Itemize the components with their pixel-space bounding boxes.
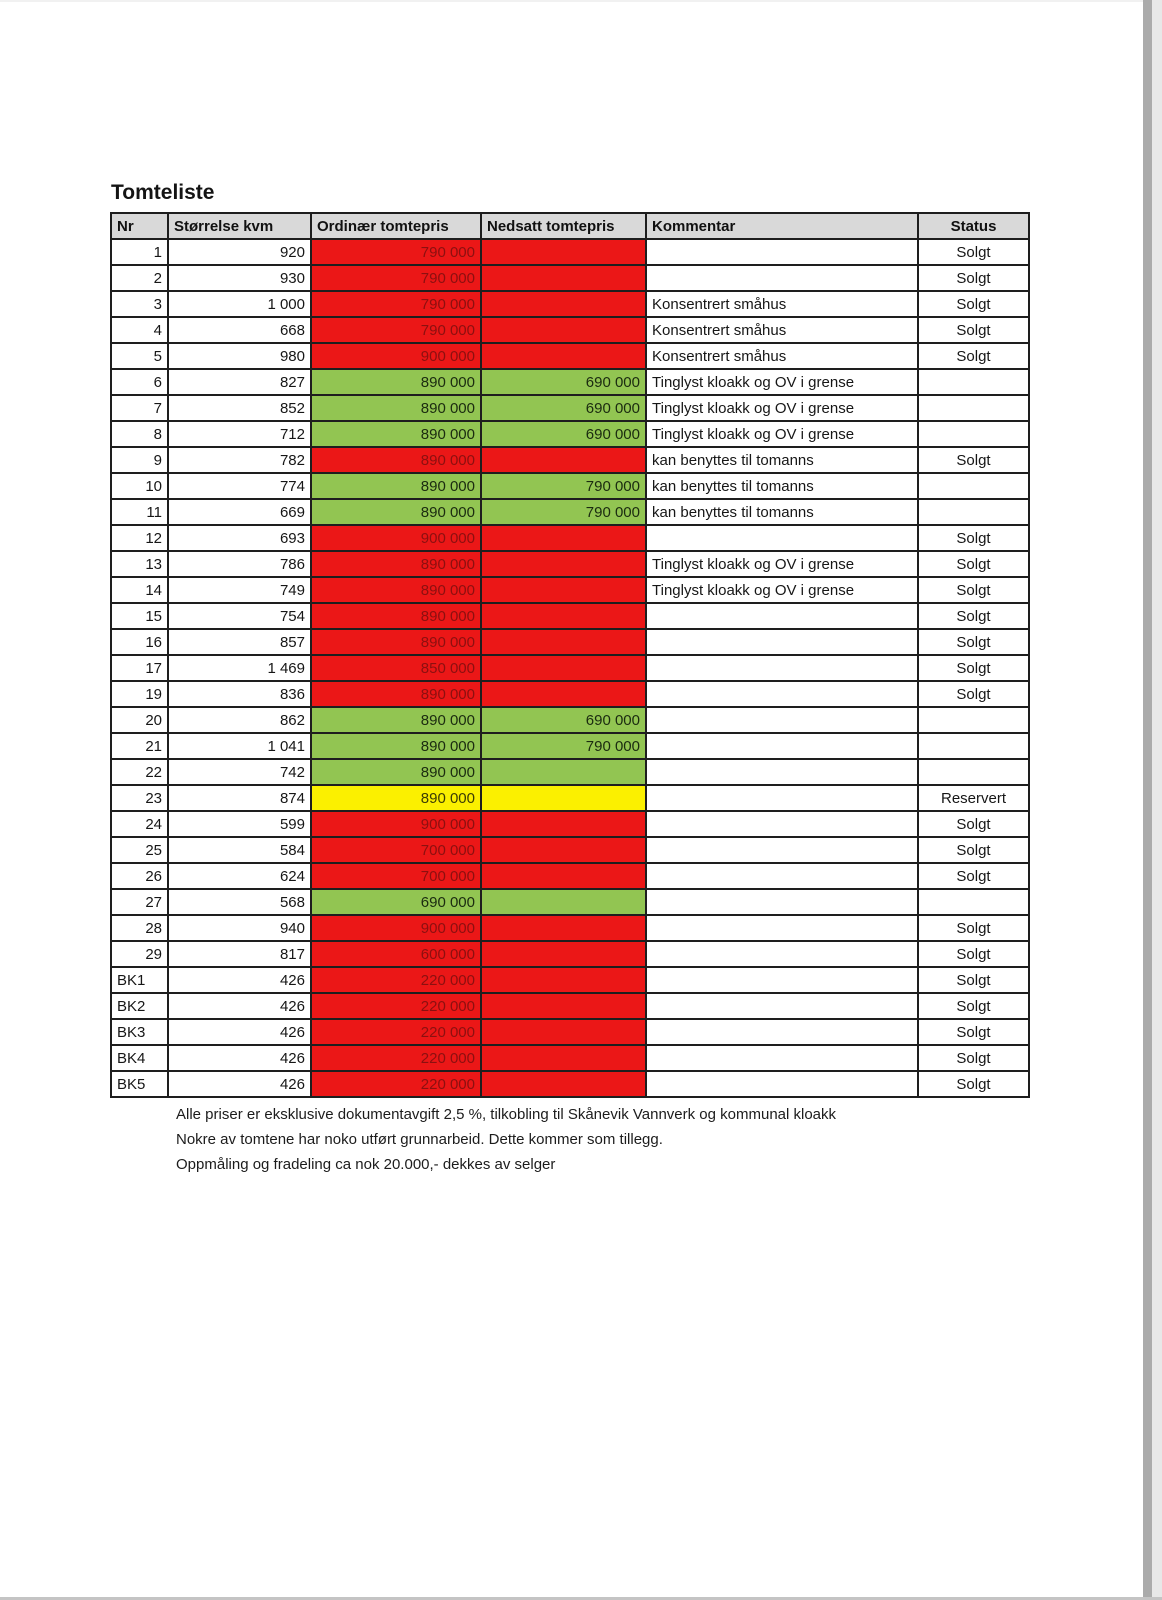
cell-size: 669 xyxy=(168,499,311,525)
page-top-edge xyxy=(0,0,1162,2)
plot-list-table xyxy=(110,212,1030,1098)
cell-size: 786 xyxy=(168,551,311,577)
cell-nr: 24 xyxy=(111,811,168,837)
cell-comment xyxy=(646,1019,918,1045)
cell-nr: 29 xyxy=(111,941,168,967)
cell-reduced xyxy=(481,239,646,265)
cell-status: Solgt xyxy=(918,603,1029,629)
cell-ordinary: 790 000 xyxy=(311,239,481,265)
cell-reduced xyxy=(481,993,646,1019)
cell-status xyxy=(918,707,1029,733)
cell-size: 426 xyxy=(168,967,311,993)
column-header-status: Status xyxy=(918,213,1029,239)
cell-status: Solgt xyxy=(918,967,1029,993)
cell-reduced: 690 000 xyxy=(481,707,646,733)
footnotes xyxy=(176,1106,836,1181)
table-row-7 xyxy=(111,395,1029,421)
cell-reduced xyxy=(481,889,646,915)
cell-reduced: 690 000 xyxy=(481,395,646,421)
cell-comment: Tinglyst kloakk og OV i grense xyxy=(646,395,918,421)
cell-size: 920 xyxy=(168,239,311,265)
table-row-25 xyxy=(111,837,1029,863)
cell-ordinary: 890 000 xyxy=(311,707,481,733)
cell-reduced xyxy=(481,317,646,343)
cell-status: Solgt xyxy=(918,239,1029,265)
cell-status xyxy=(918,395,1029,421)
cell-comment xyxy=(646,993,918,1019)
cell-size: 426 xyxy=(168,1071,311,1097)
cell-comment xyxy=(646,629,918,655)
cell-status: Solgt xyxy=(918,837,1029,863)
cell-ordinary: 890 000 xyxy=(311,785,481,811)
cell-nr: 5 xyxy=(111,343,168,369)
cell-size: 426 xyxy=(168,1019,311,1045)
cell-nr: 22 xyxy=(111,759,168,785)
cell-reduced xyxy=(481,447,646,473)
cell-nr: 23 xyxy=(111,785,168,811)
cell-ordinary: 890 000 xyxy=(311,473,481,499)
cell-nr: 3 xyxy=(111,291,168,317)
cell-comment: kan benyttes til tomanns xyxy=(646,447,918,473)
cell-reduced: 690 000 xyxy=(481,369,646,395)
cell-nr: 7 xyxy=(111,395,168,421)
cell-ordinary: 220 000 xyxy=(311,1071,481,1097)
cell-comment xyxy=(646,239,918,265)
column-header-comment: Kommentar xyxy=(646,213,918,239)
table-row-28 xyxy=(111,915,1029,941)
cell-size: 568 xyxy=(168,889,311,915)
cell-comment: Konsentrert småhus xyxy=(646,291,918,317)
cell-nr: BK2 xyxy=(111,993,168,1019)
table-row-4 xyxy=(111,317,1029,343)
cell-size: 1 469 xyxy=(168,655,311,681)
cell-reduced xyxy=(481,837,646,863)
cell-size: 599 xyxy=(168,811,311,837)
cell-status xyxy=(918,473,1029,499)
cell-size: 852 xyxy=(168,395,311,421)
table-row-6 xyxy=(111,369,1029,395)
cell-size: 426 xyxy=(168,1045,311,1071)
cell-size: 426 xyxy=(168,993,311,1019)
cell-comment xyxy=(646,603,918,629)
cell-comment xyxy=(646,785,918,811)
cell-status: Solgt xyxy=(918,265,1029,291)
cell-comment xyxy=(646,733,918,759)
cell-ordinary: 890 000 xyxy=(311,759,481,785)
cell-nr: 13 xyxy=(111,551,168,577)
cell-comment xyxy=(646,941,918,967)
cell-size: 782 xyxy=(168,447,311,473)
cell-size: 862 xyxy=(168,707,311,733)
cell-reduced xyxy=(481,941,646,967)
cell-size: 742 xyxy=(168,759,311,785)
footnote-line-2: Nokre av tomtene har noko utført grunnarbeid. Dette kommer som tillegg. xyxy=(176,1131,663,1148)
cell-status: Solgt xyxy=(918,317,1029,343)
cell-nr: 10 xyxy=(111,473,168,499)
cell-status: Solgt xyxy=(918,915,1029,941)
cell-reduced xyxy=(481,525,646,551)
cell-status: Solgt xyxy=(918,577,1029,603)
cell-size: 940 xyxy=(168,915,311,941)
cell-nr: 27 xyxy=(111,889,168,915)
table-row-BK4 xyxy=(111,1045,1029,1071)
cell-reduced xyxy=(481,785,646,811)
cell-nr: 14 xyxy=(111,577,168,603)
cell-nr: 11 xyxy=(111,499,168,525)
cell-status: Solgt xyxy=(918,551,1029,577)
cell-reduced xyxy=(481,811,646,837)
cell-ordinary: 890 000 xyxy=(311,369,481,395)
cell-status: Solgt xyxy=(918,941,1029,967)
cell-reduced: 690 000 xyxy=(481,421,646,447)
cell-size: 712 xyxy=(168,421,311,447)
cell-ordinary: 600 000 xyxy=(311,941,481,967)
cell-ordinary: 220 000 xyxy=(311,993,481,1019)
cell-status: Reservert xyxy=(918,785,1029,811)
cell-reduced xyxy=(481,603,646,629)
table-row-BK3 xyxy=(111,1019,1029,1045)
cell-status xyxy=(918,369,1029,395)
table-row-24 xyxy=(111,811,1029,837)
cell-comment xyxy=(646,681,918,707)
cell-size: 584 xyxy=(168,837,311,863)
cell-nr: 9 xyxy=(111,447,168,473)
cell-reduced xyxy=(481,967,646,993)
cell-size: 857 xyxy=(168,629,311,655)
cell-status xyxy=(918,889,1029,915)
cell-nr: 26 xyxy=(111,863,168,889)
right-edge-strip xyxy=(1143,0,1152,1600)
cell-ordinary: 890 000 xyxy=(311,551,481,577)
cell-comment: kan benyttes til tomanns xyxy=(646,473,918,499)
cell-nr: BK4 xyxy=(111,1045,168,1071)
cell-status xyxy=(918,759,1029,785)
cell-nr: 17 xyxy=(111,655,168,681)
cell-ordinary: 690 000 xyxy=(311,889,481,915)
cell-status: Solgt xyxy=(918,629,1029,655)
footnote-line-3: Oppmåling og fradeling ca nok 20.000,- dekkes av selger xyxy=(176,1156,556,1173)
cell-comment: Konsentrert småhus xyxy=(646,317,918,343)
cell-nr: 12 xyxy=(111,525,168,551)
cell-ordinary: 790 000 xyxy=(311,265,481,291)
cell-status: Solgt xyxy=(918,343,1029,369)
cell-reduced xyxy=(481,863,646,889)
table-row-15 xyxy=(111,603,1029,629)
column-header-size: Størrelse kvm xyxy=(168,213,311,239)
cell-reduced xyxy=(481,1071,646,1097)
cell-size: 1 000 xyxy=(168,291,311,317)
cell-ordinary: 890 000 xyxy=(311,499,481,525)
cell-ordinary: 890 000 xyxy=(311,577,481,603)
cell-size: 827 xyxy=(168,369,311,395)
cell-ordinary: 890 000 xyxy=(311,681,481,707)
cell-comment xyxy=(646,1045,918,1071)
right-edge-shadow xyxy=(1152,0,1162,1600)
cell-ordinary: 220 000 xyxy=(311,1045,481,1071)
cell-comment: Konsentrert småhus xyxy=(646,343,918,369)
cell-size: 817 xyxy=(168,941,311,967)
cell-size: 874 xyxy=(168,785,311,811)
cell-comment xyxy=(646,811,918,837)
cell-nr: 2 xyxy=(111,265,168,291)
table-body xyxy=(111,239,1029,1097)
cell-ordinary: 790 000 xyxy=(311,291,481,317)
cell-nr: 1 xyxy=(111,239,168,265)
cell-reduced: 790 000 xyxy=(481,499,646,525)
cell-ordinary: 890 000 xyxy=(311,395,481,421)
cell-status: Solgt xyxy=(918,447,1029,473)
cell-ordinary: 900 000 xyxy=(311,811,481,837)
cell-ordinary: 900 000 xyxy=(311,915,481,941)
cell-status xyxy=(918,733,1029,759)
table-row-12 xyxy=(111,525,1029,551)
cell-ordinary: 850 000 xyxy=(311,655,481,681)
cell-nr: 28 xyxy=(111,915,168,941)
cell-nr: 8 xyxy=(111,421,168,447)
footnote-line-1: Alle priser er eksklusive dokumentavgift 2,5 %, tilkobling til Skånevik Vannverk og kommunal kloakk xyxy=(176,1106,837,1123)
cell-nr: 21 xyxy=(111,733,168,759)
table-head xyxy=(111,213,1029,239)
table-row-20 xyxy=(111,707,1029,733)
cell-reduced xyxy=(481,577,646,603)
cell-status: Solgt xyxy=(918,993,1029,1019)
table-row-27 xyxy=(111,889,1029,915)
column-header-nr: Nr xyxy=(111,213,168,239)
cell-comment xyxy=(646,837,918,863)
table-row-BK5 xyxy=(111,1071,1029,1097)
cell-comment: Tinglyst kloakk og OV i grense xyxy=(646,369,918,395)
table-row-9 xyxy=(111,447,1029,473)
cell-comment xyxy=(646,655,918,681)
cell-ordinary: 790 000 xyxy=(311,317,481,343)
cell-reduced xyxy=(481,291,646,317)
cell-status: Solgt xyxy=(918,811,1029,837)
table-header-row xyxy=(111,213,1029,239)
cell-comment xyxy=(646,863,918,889)
cell-ordinary: 700 000 xyxy=(311,863,481,889)
table-row-3 xyxy=(111,291,1029,317)
table-row-26 xyxy=(111,863,1029,889)
cell-comment xyxy=(646,525,918,551)
cell-status: Solgt xyxy=(918,291,1029,317)
cell-size: 754 xyxy=(168,603,311,629)
cell-reduced xyxy=(481,681,646,707)
table-row-19 xyxy=(111,681,1029,707)
cell-size: 693 xyxy=(168,525,311,551)
cell-status: Solgt xyxy=(918,1019,1029,1045)
table-row-BK2 xyxy=(111,993,1029,1019)
cell-size: 624 xyxy=(168,863,311,889)
cell-comment xyxy=(646,889,918,915)
column-header-ordinary: Ordinær tomtepris xyxy=(311,213,481,239)
table-row-13 xyxy=(111,551,1029,577)
cell-reduced: 790 000 xyxy=(481,473,646,499)
cell-ordinary: 900 000 xyxy=(311,343,481,369)
table-row-8 xyxy=(111,421,1029,447)
table-row-17 xyxy=(111,655,1029,681)
cell-status: Solgt xyxy=(918,681,1029,707)
cell-nr: 19 xyxy=(111,681,168,707)
cell-nr: BK5 xyxy=(111,1071,168,1097)
cell-size: 1 041 xyxy=(168,733,311,759)
cell-reduced xyxy=(481,265,646,291)
cell-ordinary: 890 000 xyxy=(311,421,481,447)
page-title: Tomteliste xyxy=(111,181,215,204)
cell-status: Solgt xyxy=(918,1071,1029,1097)
cell-size: 836 xyxy=(168,681,311,707)
table-row-14 xyxy=(111,577,1029,603)
table-row-1 xyxy=(111,239,1029,265)
cell-size: 774 xyxy=(168,473,311,499)
table-row-22 xyxy=(111,759,1029,785)
cell-ordinary: 890 000 xyxy=(311,733,481,759)
cell-status: Solgt xyxy=(918,863,1029,889)
cell-ordinary: 900 000 xyxy=(311,525,481,551)
cell-comment: Tinglyst kloakk og OV i grense xyxy=(646,421,918,447)
cell-size: 749 xyxy=(168,577,311,603)
cell-status: Solgt xyxy=(918,655,1029,681)
cell-comment xyxy=(646,707,918,733)
cell-size: 980 xyxy=(168,343,311,369)
cell-ordinary: 890 000 xyxy=(311,603,481,629)
cell-status: Solgt xyxy=(918,525,1029,551)
cell-size: 668 xyxy=(168,317,311,343)
cell-nr: 16 xyxy=(111,629,168,655)
cell-nr: 6 xyxy=(111,369,168,395)
cell-nr: 4 xyxy=(111,317,168,343)
cell-comment xyxy=(646,915,918,941)
column-header-reduced: Nedsatt tomtepris xyxy=(481,213,646,239)
cell-reduced xyxy=(481,1019,646,1045)
table-row-29 xyxy=(111,941,1029,967)
table-row-11 xyxy=(111,499,1029,525)
cell-nr: 20 xyxy=(111,707,168,733)
cell-comment xyxy=(646,967,918,993)
cell-status xyxy=(918,499,1029,525)
cell-comment xyxy=(646,265,918,291)
cell-reduced xyxy=(481,915,646,941)
cell-comment: Tinglyst kloakk og OV i grense xyxy=(646,577,918,603)
table-row-5 xyxy=(111,343,1029,369)
cell-nr: 15 xyxy=(111,603,168,629)
cell-reduced xyxy=(481,655,646,681)
cell-comment: kan benyttes til tomanns xyxy=(646,499,918,525)
cell-reduced xyxy=(481,759,646,785)
cell-ordinary: 700 000 xyxy=(311,837,481,863)
cell-reduced xyxy=(481,1045,646,1071)
table-row-10 xyxy=(111,473,1029,499)
cell-reduced xyxy=(481,343,646,369)
cell-comment xyxy=(646,1071,918,1097)
cell-ordinary: 890 000 xyxy=(311,447,481,473)
cell-reduced xyxy=(481,551,646,577)
cell-reduced xyxy=(481,629,646,655)
table-row-BK1 xyxy=(111,967,1029,993)
cell-comment: Tinglyst kloakk og OV i grense xyxy=(646,551,918,577)
table-row-16 xyxy=(111,629,1029,655)
cell-ordinary: 220 000 xyxy=(311,967,481,993)
cell-status xyxy=(918,421,1029,447)
cell-ordinary: 890 000 xyxy=(311,629,481,655)
cell-ordinary: 220 000 xyxy=(311,1019,481,1045)
cell-size: 930 xyxy=(168,265,311,291)
cell-comment xyxy=(646,759,918,785)
cell-status: Solgt xyxy=(918,1045,1029,1071)
table-row-21 xyxy=(111,733,1029,759)
cell-nr: BK1 xyxy=(111,967,168,993)
cell-nr: BK3 xyxy=(111,1019,168,1045)
table-row-23 xyxy=(111,785,1029,811)
cell-nr: 25 xyxy=(111,837,168,863)
table-row-2 xyxy=(111,265,1029,291)
cell-reduced: 790 000 xyxy=(481,733,646,759)
